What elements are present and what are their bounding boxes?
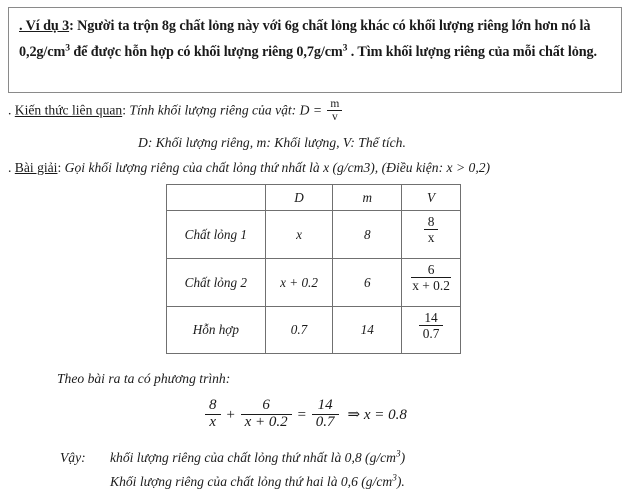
conclusion-line-2: [110, 474, 405, 490]
conclusion-tail-2: ).: [396, 474, 405, 489]
conclusion-line-1: [60, 450, 405, 466]
volume-denominator-mixture: 0.7: [422, 326, 440, 342]
problem-statement-box: [8, 7, 622, 93]
cell-mass-liquid-2: 6: [333, 259, 402, 307]
problem-body-1: Người ta trộn 8g chất lỏng này với 6g chất lỏng khác có khối lượng riêng lớn hơn nó là 0,2g/cm: [19, 18, 591, 60]
conclusion-superscript-2: 3: [392, 472, 397, 483]
conclusion-text-1: khối lượng riêng của chất lỏng thứ nhất là 0,8 (g/cm: [110, 450, 396, 465]
cell-volume-liquid-2: [402, 259, 461, 307]
equation-result: ⇒ x = 0.8: [347, 406, 407, 423]
table-row: [167, 211, 461, 259]
equation-term-1-denominator: x: [209, 413, 217, 430]
volume-fraction-liquid-2: [411, 261, 451, 294]
symbol-definition-line: D: Khối lượng riêng, m: Khối lượng, V: Thể tích.: [138, 135, 406, 150]
problem-superscript-1: 3: [65, 41, 70, 53]
density-formula-numerator: m: [327, 98, 342, 111]
equation-term-3-denominator: 0.7: [315, 413, 335, 430]
related-knowledge-line: [8, 99, 344, 124]
equation-term-2-numerator: 6: [241, 398, 292, 415]
problem-body-3: . Tìm khối lượng riêng của mỗi chất lỏng.: [347, 43, 597, 60]
volume-numerator-mixture: 14: [419, 310, 444, 326]
equation-term-1-fraction: [205, 398, 221, 431]
cell-mass-mixture: 14: [333, 307, 402, 354]
knowledge-text: Tính khối lượng riêng của vật: D =: [129, 102, 326, 118]
equation-term-2-fraction: [241, 398, 292, 431]
conclusion-superscript-1: 3: [396, 448, 401, 459]
density-table: [166, 184, 461, 354]
equation-term-2-denominator: x + 0.2: [244, 413, 288, 430]
solution-intro-line: [8, 160, 490, 176]
volume-fraction-mixture: [419, 309, 444, 342]
cell-volume-mixture: [402, 307, 461, 354]
equation-intro-line: Theo bài ra ta có phương trình:: [57, 371, 231, 386]
table-row: [167, 307, 461, 354]
table-header-blank: [167, 185, 266, 211]
table-header-volume: V: [402, 185, 461, 211]
solution-prefix: .: [8, 160, 15, 175]
conclusion-tail-1: ): [400, 450, 406, 465]
cell-density-liquid-1: x: [265, 211, 333, 259]
density-formula-denominator: v: [332, 111, 338, 124]
density-formula-fraction: [327, 98, 342, 123]
knowledge-colon: :: [122, 102, 130, 118]
volume-denominator-liquid-1: x: [427, 230, 435, 246]
row-label-liquid-2: Chất lỏng 2: [167, 259, 266, 307]
conclusion-text-2: Khối lượng riêng của chất lỏng thứ hai là 0,6 (g/cm: [110, 474, 393, 489]
problem-statement-text: [19, 14, 611, 65]
cell-density-mixture: 0.7: [265, 307, 333, 354]
conclusion-label: Vậy:: [60, 450, 86, 465]
problem-colon: :: [69, 18, 74, 34]
table-header-mass: m: [333, 185, 402, 211]
solution-label: Bài giải: [14, 160, 58, 175]
equation-term-3-numerator: 14: [312, 398, 339, 415]
equation-term-1-numerator: 8: [205, 398, 221, 415]
equation-plus-operator: +: [225, 406, 236, 423]
volume-denominator-liquid-2: x + 0.2: [412, 278, 450, 294]
solution-text: Gọi khối lượng riêng của chất lỏng thứ nhất là x (g/cm3), (Điều kiện: x > 0,2): [64, 160, 491, 175]
volume-numerator-liquid-1: 8: [424, 214, 439, 230]
main-equation: [203, 399, 407, 432]
problem-body-2: để được hỗn hợp có khối lượng riêng 0,7g/cm: [69, 43, 343, 60]
cell-density-liquid-2: x + 0.2: [265, 259, 333, 307]
problem-label: . Ví dụ 3: [19, 18, 70, 34]
table-row: [167, 259, 461, 307]
volume-numerator-liquid-2: 6: [411, 262, 451, 278]
table-header-row: [167, 185, 461, 211]
equation-equals-operator: =: [296, 406, 307, 423]
table-header-density: D: [265, 185, 333, 211]
knowledge-label: Kiến thức liên quan: [14, 102, 123, 118]
equation-term-3-fraction: [312, 398, 339, 431]
cell-volume-liquid-1: [402, 211, 461, 259]
problem-superscript-2: 3: [342, 41, 348, 53]
volume-fraction-liquid-1: [424, 213, 439, 246]
cell-mass-liquid-1: 8: [333, 211, 402, 259]
row-label-liquid-1: Chất lỏng 1: [167, 211, 266, 259]
solution-colon: :: [57, 160, 65, 175]
knowledge-prefix: .: [8, 102, 15, 118]
row-label-mixture: Hỗn hợp: [167, 307, 266, 354]
